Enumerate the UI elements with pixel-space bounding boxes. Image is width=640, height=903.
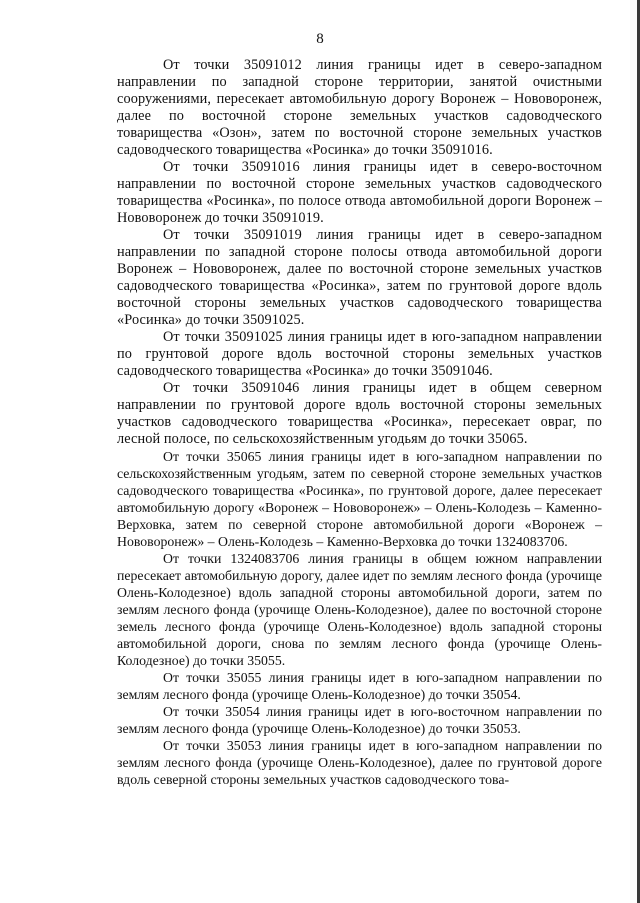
paragraph-point-35055: От точки 35055 линия границы идет в юго-западном направлении по землям лесного фонда (урочище Олень-Колодезное) до точки 35054. [117,670,602,702]
paragraph-point-35065: От точки 35065 линия границы идет в юго-западном направлении по сельскохозяйственным угодьям, затем по северной стороне земельных участков садоводческого товарищества «Росинка», по грунтовой дороге, далее пересекает автомобильную дорогу «Воронеж – Нововоронеж» – Олень-Колодезь – Каменно-Верховка, затем по северной стороне автомобильной дороги «Воронеж – Нововоронеж» – Олень-Колодезь – Каменно-Верховка до точки 1324083706. [117,449,602,549]
paragraph-point-35091012: От точки 35091012 линия границы идет в северо-западном направлении по западной стороне территории, занятой очистными сооружениями, пересекает автомобильную дорогу Воронеж – Нововоронеж, далее по восточной стороне земельных участков садоводческого товарищества «Озон», затем по восточной стороне земельных участков садоводческого товарищества «Росинка» до точки 35091016. [117,57,602,158]
paragraph-point-35091046: От точки 35091046 линия границы идет в общем северном направлении по грунтовой дороге вдоль восточной стороны земельных участков садоводческого товарищества «Росинка», пересекает овраг, по лесной полосе, по сельскохозяйственным угодьям до точки 35065. [117,380,602,447]
paragraph-point-35053: От точки 35053 линия границы идет в юго-западном направлении по землям лесного фонда (урочище Олень-Колодезное), далее по грунтовой дороге вдоль северной стороны земельных участков садоводческого това- [117,738,602,787]
page-number: 8 [316,31,324,47]
paragraph-point-1324083706: От точки 1324083706 линия границы в общем южном направлении пересекает автомобильную дорогу, далее идет по землям лесного фонда (урочище Олень-Колодезное) вдоль западной стороны автомобильной дороги, затем по землям лесного фонда (урочище Олень-Колодезное), далее по восточной стороне земель лесного фонда (урочище Олень-Колодезное) вдоль западной стороны автомобильной дороги, снова по землям лесного фонда (урочище Олень-Колодезное) до точки 35055. [117,551,602,668]
paragraph-point-35091016: От точки 35091016 линия границы идет в северо-восточном направлении по восточной стороне земельных участков садоводческого товарищества «Росинка», по полосе отвода автомобильной дороги Воронеж – Нововоронеж до точки 35091019. [117,159,602,226]
paragraph-point-35054: От точки 35054 линия границы идет в юго-восточном направлении по землям лесного фонда (урочище Олень-Колодезное) до точки 35053. [117,704,602,736]
paragraph-point-35091019: От точки 35091019 линия границы идет в северо-западном направлении по западной стороне полосы отвода автомобильной дороги Воронеж – Нововоронеж, далее по восточной стороне земельных участков садоводческого товарищества «Росинка», затем по грунтовой дороге вдоль восточной стороны земельных участков садоводческого товарищества «Росинка» до точки 35091025. [117,227,602,328]
paragraph-point-35091025: От точки 35091025 линия границы идет в юго-западном направлении по грунтовой дороге вдоль восточной стороны земельных участков садоводческого товарищества «Росинка» до точки 35091046. [117,329,602,379]
document-body [117,57,602,788]
